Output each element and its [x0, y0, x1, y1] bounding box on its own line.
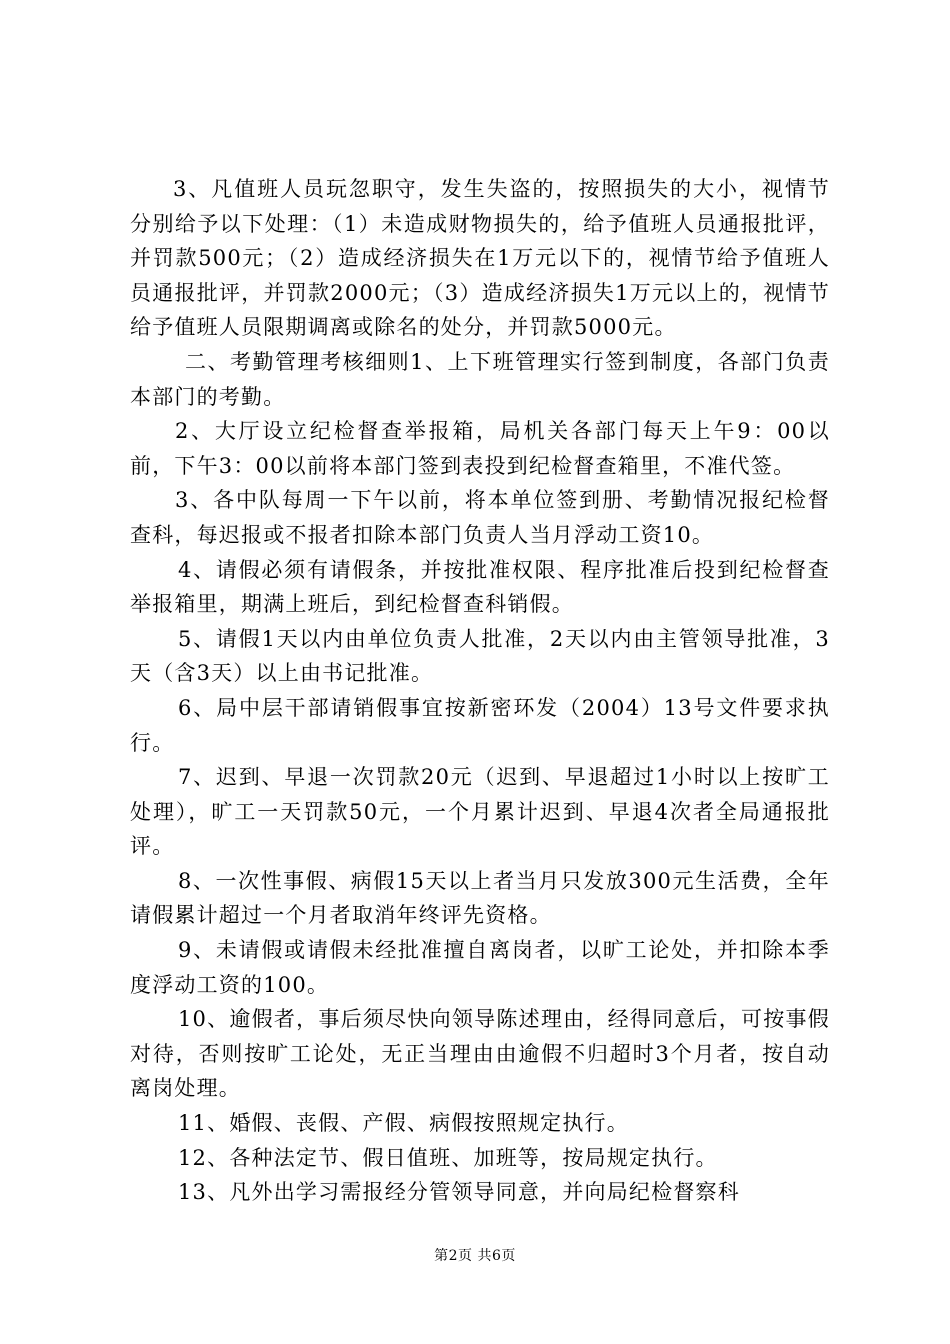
paragraph: 2、大厅设立纪检督查举报箱，局机关各部门每天上午9：00以前，下午3：00以前将本部门签到表投到纪检督查箱里，不准代签。	[130, 419, 830, 478]
paragraph: 二、考勤管理考核细则1、上下班管理实行签到制度，各部门负责本部门的考勤。	[130, 349, 830, 409]
paragraph: 10、逾假者，事后须尽快向领导陈述理由，经得同意后，可按事假对待，否则按旷工论处，无正当理由由逾假不归超时3个月者，按自动离岗处理。	[130, 1007, 830, 1101]
document-body	[130, 172, 830, 1210]
paragraph: 6、局中层干部请销假事宜按新密环发（2004）13号文件要求执行。	[130, 695, 830, 755]
paragraph: 4、请假必须有请假条，并按批准权限、程序批准后投到纪检督查举报箱里，期满上班后，到纪检督查科销假。	[130, 557, 830, 617]
page-number-label: 第2页 共6页	[434, 1248, 516, 1264]
paragraph: 9、未请假或请假未经批准擅自离岗者，以旷工论处，并扣除本季度浮动工资的100。	[130, 938, 830, 997]
trailing-paragraph-fragment: 13、凡外出学习需报经分管领导同意，并向局纪检督察科	[178, 1180, 740, 1205]
paragraph: 7、迟到、早退一次罚款20元（迟到、早退超过1小时以上按旷工处理），旷工一天罚款50元，一个月累计迟到、早退4次者全局通报批评。	[130, 765, 830, 859]
paragraph: 8、一次性事假、病假15天以上者当月只发放300元生活费，全年请假累计超过一个月者取消年终评先资格。	[130, 868, 830, 928]
paragraph: 3、各中队每周一下午以前，将本单位签到册、考勤情况报纪检督查科，每迟报或不报者扣除本部门负责人当月浮动工资10。	[130, 488, 830, 547]
paragraph: 3、凡值班人员玩忽职守，发生失盗的，按照损失的大小，视情节分别给予以下处理：（1）未造成财物损失的，给予值班人员通报批评，并罚款500元；（2）造成经济损失在1万元以下的，视情节给予值班人员通报批评，并罚款2000元；（3）造成经济损失1万元以上的，视情节给予值班人员限期调离或除名的处分，并罚款5000元。	[130, 177, 830, 340]
paragraph: 5、请假1天以内由单位负责人批准，2天以内由主管领导批准，3天（含3天）以上由书记批准。	[130, 626, 830, 686]
paragraph: 11、婚假、丧假、产假、病假按照规定执行。	[178, 1111, 629, 1136]
paragraph: 12、各种法定节、假日值班、加班等，按局规定执行。	[178, 1145, 718, 1170]
page-footer	[0, 1245, 950, 1265]
